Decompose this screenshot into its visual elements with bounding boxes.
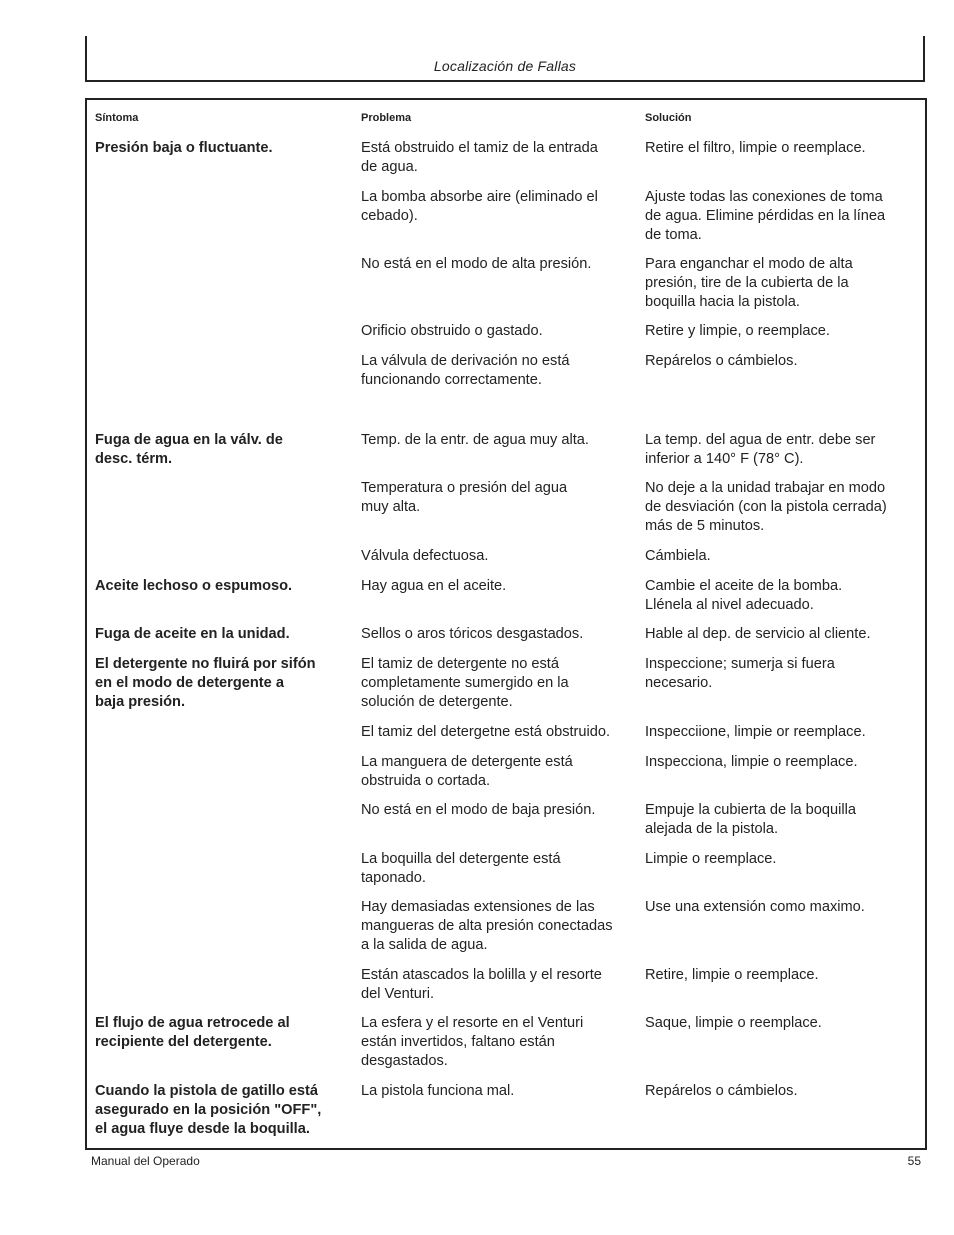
solution-cell: Ajuste todas las conexiones de toma de agua. Elimine pérdidas en la línea de toma. [645,189,886,243]
problem-cell: No está en el modo de alta presión. [361,256,592,272]
symptom-cell: Cuando la pistola de gatillo está asegurado en la posición "OFF", el agua fluye desde la boquilla. [95,1083,322,1137]
symptom-cell: El detergente no fluirá por sifón en el modo de detergente a baja presión. [95,656,316,710]
problem-cell: La boquilla del detergente está taponado. [361,851,561,886]
problem-cell: El tamiz de detergente no está completamente sumergido en la solución de detergente. [361,656,569,710]
problem-cell: La válvula de derivación no está funcionando correctamente. [361,353,570,388]
page-number: 55 [907,1154,921,1168]
footer-manual-title: Manual del Operado [91,1154,200,1168]
section-title: Localización de Fallas [433,58,577,74]
solution-cell: Inspecciona, limpie o reemplace. [645,754,858,770]
solution-cell: Para enganchar el modo de alta presión, tire de la cubierta de la boquilla hacia la pistola. [645,256,853,310]
solution-cell: Retire, limpie o reemplace. [645,967,819,983]
page-header [85,36,925,82]
problem-cell: Temp. de la entr. de agua muy alta. [361,432,589,448]
solution-cell: Cambie el aceite de la bomba. Llénela al nivel adecuado. [645,578,843,613]
symptom-cell: Aceite lechoso o espumoso. [95,578,293,594]
problem-cell: La esfera y el resorte en el Venturi están invertidos, faltano están desgastados. [361,1015,584,1069]
column-header-symptom: Síntoma [95,112,139,124]
problem-cell: Hay agua en el aceite. [361,578,507,594]
problem-cell: Orificio obstruido o gastado. [361,323,543,339]
column-header-problem: Problema [361,112,412,124]
problem-cell: El tamiz del detergetne está obstruido. [361,724,611,740]
problem-cell: No está en el modo de baja presión. [361,802,596,818]
solution-cell: Inspecciione, limpie or reemplace. [645,724,866,740]
solution-cell: Saque, limpie o reemplace. [645,1015,822,1031]
problem-cell: Sellos o aros tóricos desgastados. [361,626,584,642]
problem-cell: La pistola funciona mal. [361,1083,515,1099]
solution-cell: Repárelos o cámbielos. [645,353,798,369]
solution-cell: Repárelos o cámbielos. [645,1083,798,1099]
solution-cell: La temp. del agua de entr. debe ser inferior a 140° F (78° C). [645,432,876,467]
column-header-solution: Solución [645,112,692,124]
problem-cell: La bomba absorbe aire (eliminado el cebado). [361,189,598,224]
solution-cell: Inspeccione; sumerja si fuera necesario. [645,656,835,691]
symptom-cell: Fuga de aceite en la unidad. [95,626,290,642]
solution-cell: No deje a la unidad trabajar en modo de desviación (con la pistola cerrada) más de 5 minutos. [645,480,887,534]
symptom-cell: El flujo de agua retrocede al recipiente del detergente. [95,1015,290,1050]
solution-cell: Cámbiela. [645,548,711,564]
problem-cell: Están atascados la bolilla y el resorte del Venturi. [361,967,602,1002]
solution-cell: Retire el filtro, limpie o reemplace. [645,140,866,156]
solution-cell: Retire y limpie, o reemplace. [645,323,830,339]
problem-cell: Temperatura o presión del agua muy alta. [361,480,568,515]
solution-cell: Hable al dep. de servicio al cliente. [645,626,871,642]
problem-cell: Hay demasiadas extensiones de las mangueras de alta presión conectadas a la salida de agua. [361,899,613,953]
problem-cell: Válvula defectuosa. [361,548,489,564]
symptom-cell: Presión baja o fluctuante. [95,140,273,156]
solution-cell: Limpie o reemplace. [645,851,777,867]
problem-cell: La manguera de detergente está obstruida o cortada. [361,754,573,789]
solution-cell: Empuje la cubierta de la boquilla alejada de la pistola. [645,802,856,837]
symptom-cell: Fuga de agua en la válv. de desc. térm. [95,432,283,467]
problem-cell: Está obstruido el tamiz de la entrada de agua. [361,140,598,175]
solution-cell: Use una extensión como maximo. [645,899,865,915]
